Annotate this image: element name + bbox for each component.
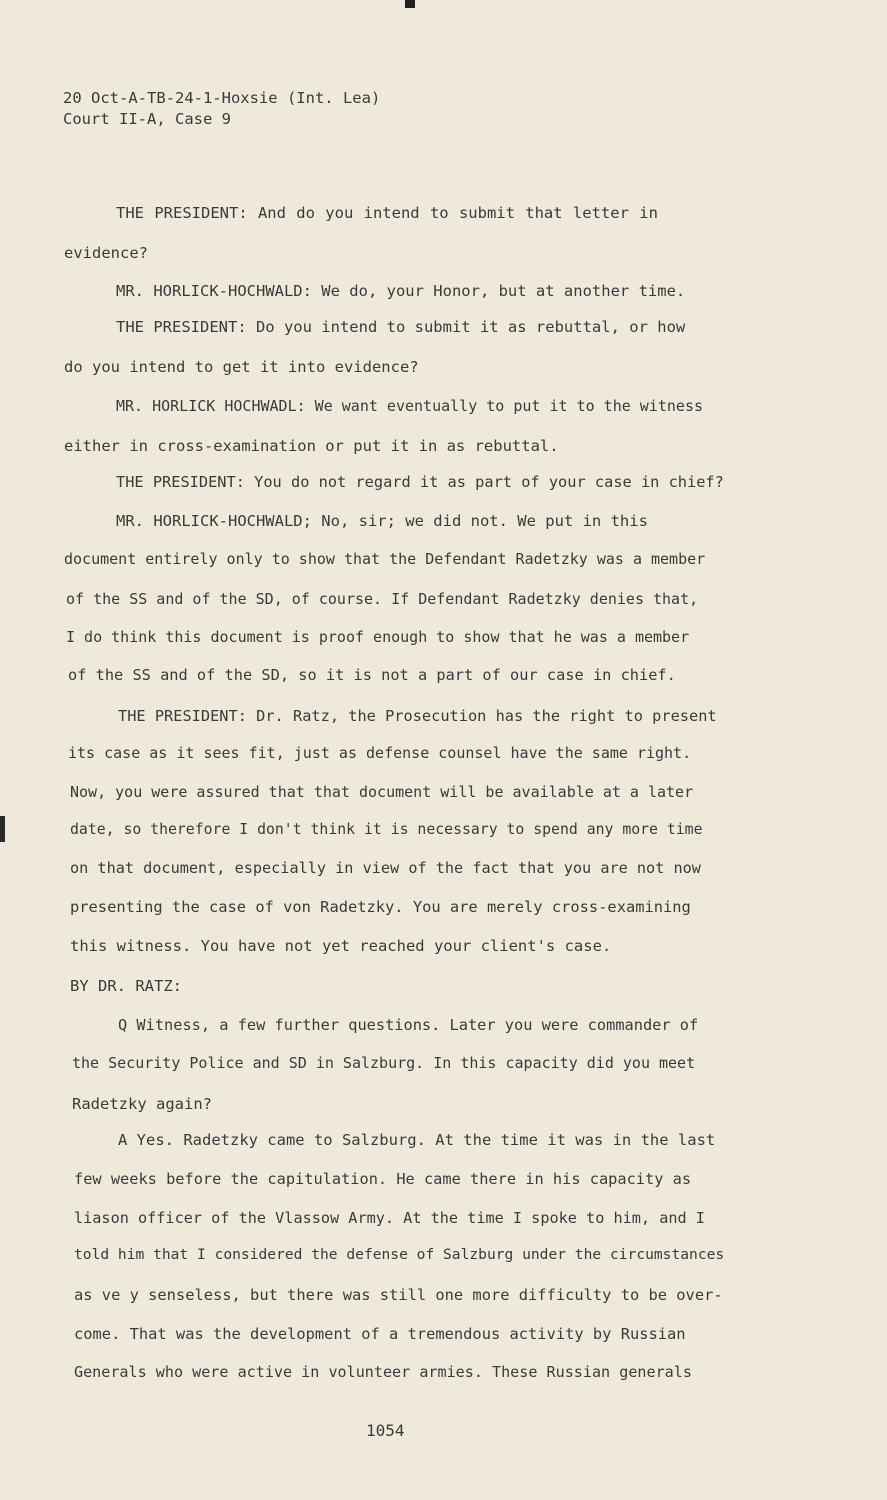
body-line: presenting the case of von Radetzky. You are merely cross-examining <box>70 898 691 916</box>
body-line: document entirely only to show that the Defendant Radetzky was a member <box>64 550 706 568</box>
body-line: THE PRESIDENT: And do you intend to submit that letter in <box>116 204 658 222</box>
body-line: evidence? <box>64 244 148 262</box>
body-line: THE PRESIDENT: Do you intend to submit it as rebuttal, or how <box>116 318 686 336</box>
body-line: as ve y senseless, but there was still one more difficulty to be over- <box>74 1286 723 1304</box>
header-line-1: 20 Oct-A-TB-24-1-Hoxsie (Int. Lea) <box>63 89 381 107</box>
body-line: on that document, especially in view of the fact that you are not now <box>70 859 701 877</box>
body-line: MR. HORLICK-HOCHWALD; No, sir; we did not. We put in this <box>116 512 648 530</box>
body-line: liason officer of the Vlassow Army. At the time I spoke to him, and I <box>74 1209 705 1227</box>
body-line: MR. HORLICK HOCHWADL: We want eventually to put it to the witness <box>116 397 703 415</box>
body-line: this witness. You have not yet reached your client's case. <box>70 937 612 955</box>
body-line: of the SS and of the SD, so it is not a part of our case in chief. <box>68 666 676 684</box>
body-line: THE PRESIDENT: You do not regard it as part of your case in chief? <box>116 473 724 491</box>
body-line: date, so therefore I don't think it is necessary to spend any more time <box>70 821 703 838</box>
body-line: THE PRESIDENT: Dr. Ratz, the Prosecution has the right to present <box>118 707 717 725</box>
body-line: few weeks before the capitulation. He came there in his capacity as <box>74 1170 692 1188</box>
body-line: either in cross-examination or put it in as rebuttal. <box>64 437 559 455</box>
body-line: come. That was the development of a tremendous activity by Russian <box>74 1325 686 1343</box>
body-line: I do think this document is proof enough to show that he was a member <box>66 628 690 646</box>
body-line: MR. HORLICK-HOCHWALD: We do, your Honor, but at another time. <box>116 282 686 300</box>
body-line: its case as it sees fit, just as defense counsel have the same right. <box>68 744 692 762</box>
body-line: told him that I considered the defense of Salzburg under the circumstances <box>74 1246 725 1263</box>
body-line: the Security Police and SD in Salzburg. In this capacity did you meet <box>72 1054 696 1072</box>
header-line-2: Court II-A, Case 9 <box>63 110 231 128</box>
body-line: BY DR. RATZ: <box>70 977 182 995</box>
body-line: Radetzky again? <box>72 1095 212 1113</box>
scan-mark-edge <box>0 816 5 842</box>
document-header <box>63 88 380 130</box>
body-line: Generals who were active in volunteer armies. These Russian generals <box>74 1363 692 1381</box>
page-number: 1054 <box>366 1421 405 1440</box>
body-line: Q Witness, a few further questions. Later you were commander of <box>118 1016 699 1034</box>
body-line: A Yes. Radetzky came to Salzburg. At the time it was in the last <box>118 1131 716 1149</box>
scan-mark-top <box>405 0 415 8</box>
body-line: do you intend to get it into evidence? <box>64 358 419 376</box>
body-line: of the SS and of the SD, of course. If Defendant Radetzky denies that, <box>66 590 699 608</box>
body-line: Now, you were assured that that document will be available at a later <box>70 783 694 801</box>
